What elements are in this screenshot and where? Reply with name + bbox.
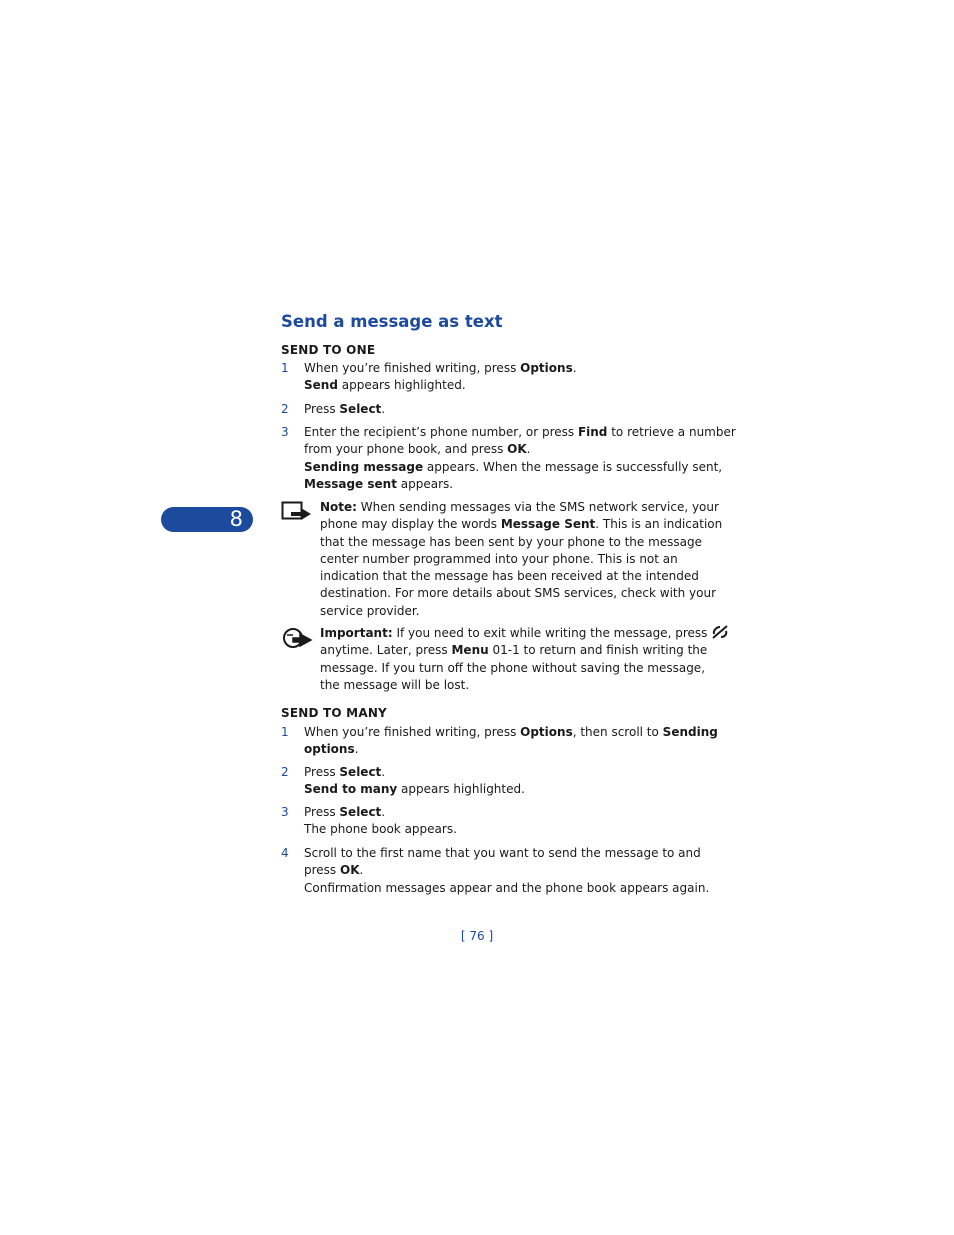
step-number: 3 — [281, 805, 289, 819]
important-text: message. If you turn off the phone without saving the message, — [320, 660, 706, 675]
options-key: Options — [520, 361, 573, 375]
find-key: Find — [577, 425, 608, 439]
important-callout — [281, 625, 712, 694]
important-label: Important: — [320, 626, 393, 640]
important-hand-icon — [281, 625, 313, 649]
step-text: Press Select. — [304, 402, 386, 416]
step-text: Confirmation messages appear and the phone book appears again. — [304, 880, 710, 895]
step-text: options. — [304, 742, 359, 757]
step-text: Send appears highlighted. — [304, 378, 466, 393]
step-many-2 — [281, 764, 681, 799]
options-key: Options — [520, 725, 573, 739]
important-text: Important: If you need to exit while writing the message, press — [320, 625, 681, 642]
step-text: Enter the recipient’s phone number, or press Find to retrieve a number — [304, 425, 736, 439]
step-number: 2 — [281, 765, 289, 779]
page-number: [ 76 ] — [460, 929, 494, 943]
ok-key: OK — [507, 442, 527, 457]
sending-options-item: options — [304, 742, 355, 757]
step-text: from your phone book, and press OK. — [304, 442, 531, 457]
message-sent-status: Message sent — [304, 476, 397, 491]
step-text: The phone book appears. — [304, 822, 457, 837]
step-number: 4 — [281, 846, 289, 860]
step-text: Press Select. — [304, 805, 386, 819]
sending-message-status: Sending message — [304, 459, 424, 474]
step-text: Sending message appears. When the message is successfully sent, — [304, 459, 723, 474]
step-text: Scroll to the first name that you want to send the message to and — [304, 846, 701, 860]
message-sent-term: Message Sent — [500, 517, 596, 532]
step-one-3 — [281, 424, 736, 493]
ok-key: OK — [340, 863, 360, 878]
step-number: 3 — [281, 425, 289, 439]
note-label: Note: — [320, 500, 357, 514]
note-text: service provider. — [320, 603, 420, 618]
step-number: 2 — [281, 402, 289, 416]
select-key: Select — [339, 402, 382, 416]
step-text: press OK. — [304, 863, 364, 878]
note-text: that the message has been sent by your phone to the message — [320, 534, 703, 549]
step-number: 1 — [281, 725, 289, 739]
note-text: indication that the message has been received at the intended — [320, 569, 699, 584]
step-number: 1 — [281, 361, 289, 375]
sending-options-item: Sending — [662, 725, 718, 739]
chapter-number: 8 — [229, 507, 243, 531]
note-text: Note: When sending messages via the SMS network service, your — [320, 500, 719, 514]
select-key: Select — [339, 805, 382, 819]
note-text: center number programmed into your phone. This is not an — [320, 551, 678, 566]
step-text: When you’re finished writing, press Options, then scroll to Sending — [304, 725, 718, 739]
step-one-1 — [281, 360, 681, 395]
subheading-send-to-many: SEND TO MANY — [281, 706, 387, 720]
note-hand-icon — [281, 499, 313, 523]
important-text: anytime. Later, press Menu 01-1 to return and finish writing the — [320, 643, 708, 658]
subheading-send-to-one: SEND TO ONE — [281, 343, 376, 357]
note-callout — [281, 499, 723, 620]
menu-key: Menu — [451, 643, 489, 658]
step-many-4 — [281, 845, 710, 897]
step-one-2 — [281, 401, 681, 418]
step-many-3 — [281, 804, 681, 839]
step-text: Press Select. — [304, 765, 386, 779]
step-text: Send to many appears highlighted. — [304, 782, 525, 797]
select-key: Select — [339, 765, 382, 779]
note-text: destination. For more details about SMS services, check with your — [320, 586, 717, 601]
end-call-key-icon — [711, 625, 729, 639]
send-item: Send — [304, 378, 338, 393]
important-text: the message will be lost. — [320, 677, 470, 692]
step-text: When you’re finished writing, press Options. — [304, 361, 577, 375]
section-title: Send a message as text — [281, 312, 503, 331]
step-text: Message sent appears. — [304, 476, 454, 491]
chapter-tab — [161, 507, 253, 532]
send-to-many-item: Send to many — [304, 782, 398, 797]
note-text: phone may display the words Message Sent. This is an indication — [320, 517, 723, 532]
step-many-1 — [281, 724, 718, 759]
